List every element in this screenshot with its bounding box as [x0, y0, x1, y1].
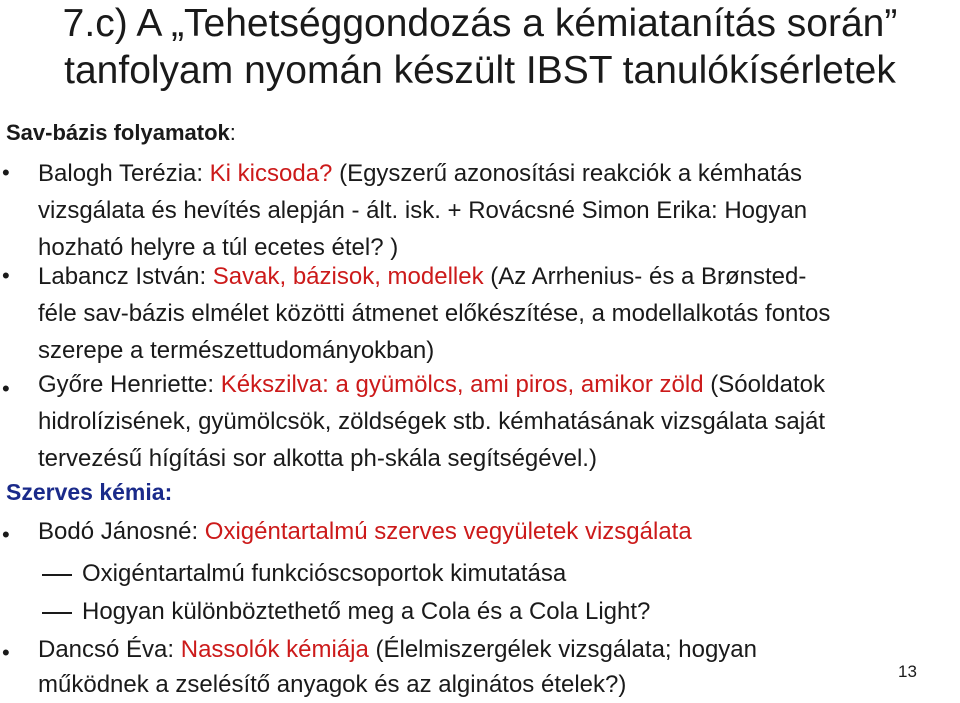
- list-item-gyore: [38, 366, 958, 477]
- item-author: Balogh Terézia:: [38, 160, 210, 187]
- bullet-icon: •: [2, 376, 10, 401]
- item-line-2: vizsgálata és hevítés alepján - ált. isk. + Rovácsné Simon Erika: Hogyan: [38, 197, 808, 224]
- item-line-3: hozható helyre a túl ecetes étel? ): [38, 234, 399, 261]
- list-item-balogh: [38, 155, 958, 266]
- item-rest: (Sóoldatok: [703, 371, 825, 398]
- item-rest: (Élelmiszergélek vizsgálata; hogyan: [368, 636, 757, 663]
- dash-icon: [42, 574, 72, 576]
- item-line-1: [38, 155, 958, 192]
- sub-item-1: Oxigéntartalmú funkcióscsoportok kimutatása: [82, 560, 567, 587]
- item-line-3: szerepe a természettudományokban): [38, 337, 435, 364]
- item-author: Dancsó Éva:: [38, 636, 181, 663]
- title-line-1: 7.c) A „Tehetséggondozás a kémiatanítás során”: [62, 2, 898, 45]
- item-line-2: féle sav-bázis elmélet közötti átmenet előkészítése, a modellalkotás fontos: [38, 300, 831, 327]
- sub-item-2: Hogyan különböztethető meg a Cola és a Cola Light?: [82, 598, 651, 625]
- item-line-2: hidrolízisének, gyümölcsök, zöldségek stb. kémhatásának vizsgálata saját: [38, 408, 826, 435]
- item-topic: Savak, bázisok, modellek: [212, 263, 484, 290]
- list-item-dancso: [38, 632, 958, 702]
- item-author: Győre Henriette:: [38, 371, 221, 398]
- title-line-2: tanfolyam nyomán készült IBST tanulókísérletek: [64, 49, 896, 92]
- item-rest: (Egyszerű azonosítási reakciók a kémhatás: [332, 160, 802, 187]
- section-heading-colon: :: [229, 120, 236, 145]
- section-heading-sav-bazis: [6, 120, 236, 146]
- section-heading-szerves: Szerves kémia:: [6, 479, 173, 505]
- item-line-1: [38, 513, 958, 550]
- section-heading-text: Sav-bázis folyamatok: [6, 120, 230, 145]
- list-item-bodo: [38, 513, 958, 550]
- item-author: Labancz István:: [38, 263, 213, 290]
- page-number: 13: [898, 662, 917, 681]
- dash-icon: [42, 612, 72, 614]
- bullet-icon: •: [2, 263, 10, 288]
- slide-title: [0, 0, 960, 94]
- item-line-1: [38, 366, 958, 403]
- bullet-icon: •: [2, 522, 10, 547]
- bullet-icon: •: [2, 640, 10, 665]
- item-topic: Nassolók kémiája: [180, 636, 369, 663]
- item-topic: Kékszilva: a gyümölcs, ami piros, amikor zöld: [220, 371, 704, 398]
- list-item-labancz: [38, 258, 958, 369]
- item-line-2: működnek a zselésítő anyagok és az alginátos ételek?): [38, 671, 627, 698]
- item-line-1: [38, 258, 958, 295]
- bullet-icon: •: [2, 160, 10, 185]
- item-line-3: tervezésű hígítási sor alkotta ph-skála segítségével.): [38, 445, 597, 472]
- item-line-1: [38, 632, 958, 667]
- item-topic: Oxigéntartalmú szerves vegyületek vizsgálata: [204, 518, 692, 545]
- item-topic: Ki kicsoda?: [209, 160, 333, 187]
- item-author: Bodó Jánosné:: [38, 518, 205, 545]
- item-rest: (Az Arrhenius- és a Brønsted-: [483, 263, 807, 290]
